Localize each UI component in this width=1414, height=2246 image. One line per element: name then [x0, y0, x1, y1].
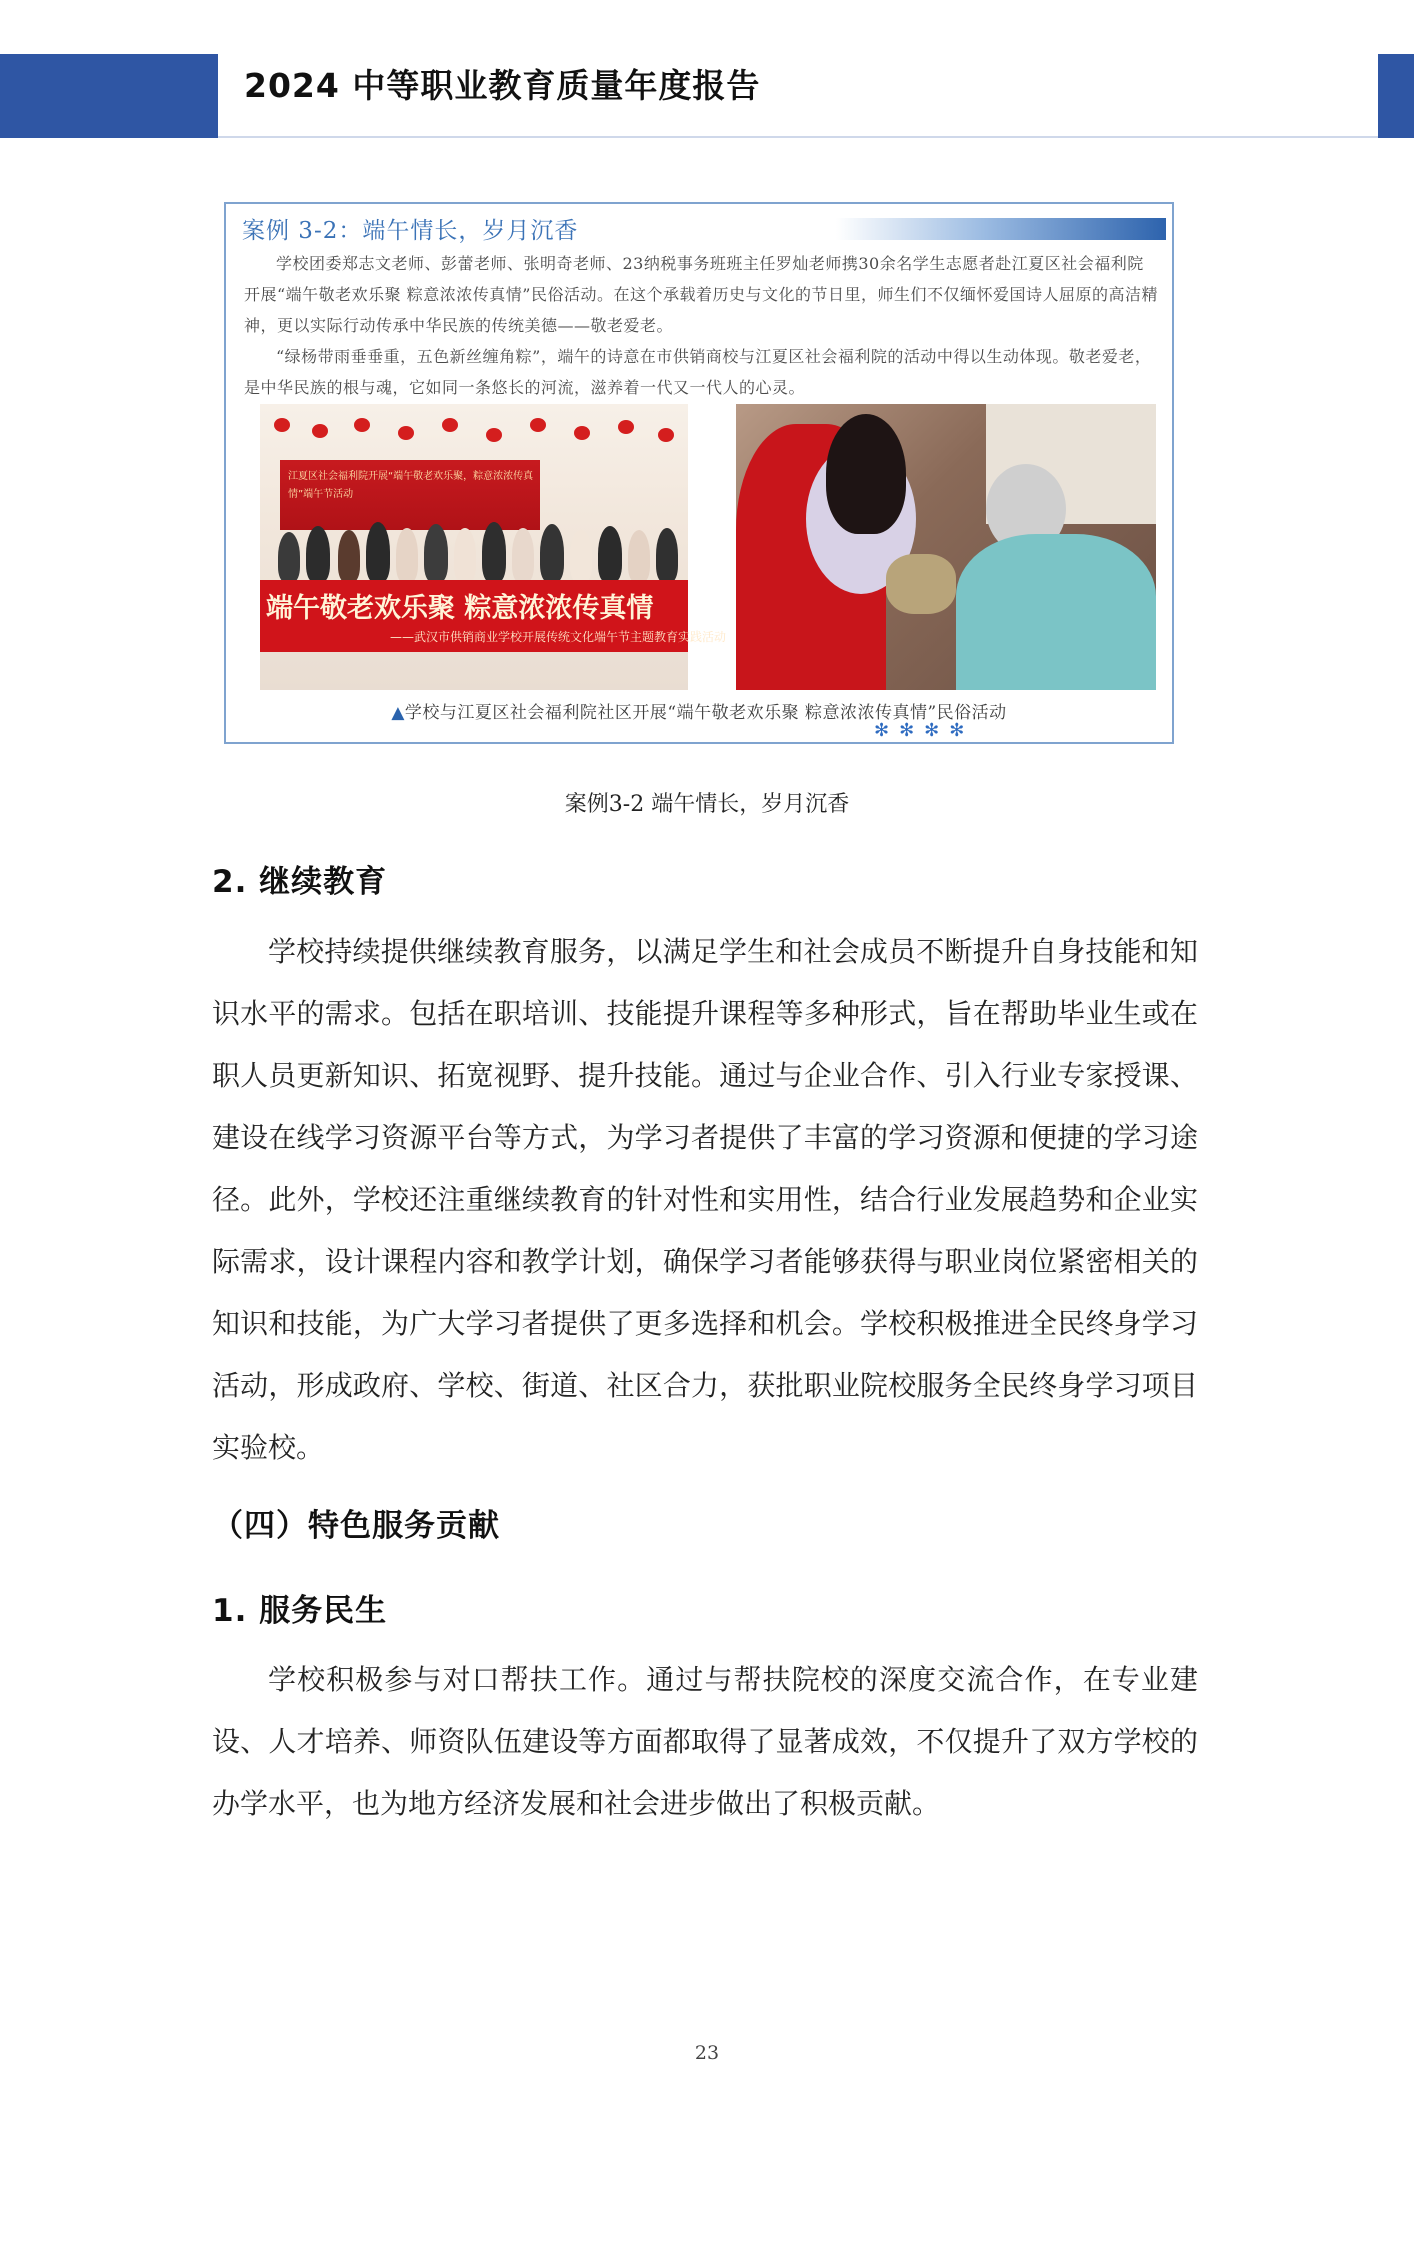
section-paragraph: 学校持续提供继续教育服务，以满足学生和社会成员不断提升自身技能和知识水平的需求。包括在职培训、技能提升课程等多种形式，旨在帮助毕业生或在职人员更新知识、拓宽视野、提升技能。通过与企业合作、引入行业专家授课、建设在线学习资源平台等方式，为学习者提供了丰富的学习资源和便捷的学习途径。此外，学校还注重继续教育的针对性和实用性，结合行业发展趋势和企业实际需求，设计课程内容和教学计划，确保学习者能够获得与职业岗位紧密相关的知识和技能，为广大学习者提供了更多选择和机会。学校积极推进全民终身学习活动，形成政府、学校、街道、社区合力，获批职业院校服务全民终身学习项目实验校。 [212, 935, 1198, 1464]
zongzi-leaves [886, 554, 956, 614]
person [366, 522, 390, 582]
person [396, 528, 418, 582]
event-banner [260, 580, 727, 652]
lantern-icon [442, 418, 458, 432]
section-heading-continuing-education: 2. 继续教育 [212, 864, 388, 900]
section-heading-public-service: 1. 服务民生 [212, 1593, 388, 1629]
case-paragraph: “绿杨带雨垂垂重，五色新丝缠角粽”，端午的诗意在市供销商校与江夏区社会福利院的活动中得以生动体现。敬老爱老，是中华民族的根与魂，它如同一条悠长的河流，滋养着一代又一代人的心灵。 [244, 347, 1152, 397]
person [338, 530, 360, 582]
case-title-gradient-bar [836, 218, 1166, 240]
lantern-icon [530, 418, 546, 432]
person [512, 528, 534, 582]
section-paragraph: 学校积极参与对口帮扶工作。通过与帮扶院校的深度交流合作，在专业建设、人才培养、师资队伍建设等方面都取得了显著成效，不仅提升了双方学校的办学水平，也为地方经济发展和社会进步做出了积极贡献。 [212, 1663, 1198, 1820]
event-board [280, 460, 540, 530]
ornament-icons: ✻✻✻✻ [874, 720, 975, 741]
group-photo [260, 404, 727, 690]
banner-text: 端午敬老欢乐聚 粽意浓浓传真情 [266, 593, 654, 624]
case-text [244, 248, 1158, 403]
report-title: 2024 中等职业教育质量年度报告 [244, 66, 761, 105]
header-band-left [0, 54, 218, 138]
person [306, 526, 330, 582]
elderly-shirt [956, 534, 1156, 690]
person [278, 532, 300, 582]
person [540, 524, 564, 582]
lantern-icon [486, 428, 502, 442]
person [570, 530, 592, 582]
volunteer-activity-photo [736, 404, 1156, 690]
lantern-icon [354, 418, 370, 432]
person [656, 528, 678, 582]
lantern-icon [398, 426, 414, 440]
event-board-text: 江夏区社会福利院开展“端午敬老欢乐聚，粽意浓浓传真情”端午节活动 [288, 471, 534, 500]
section-heading-special-services: （四）特色服务贡献 [212, 1508, 500, 1544]
triangle-marker-icon: ▲ [391, 703, 405, 723]
case-photo-caption [226, 698, 1172, 723]
figure-caption: 案例3-2 端午情长，岁月沉香 [564, 792, 850, 817]
lantern-icon [312, 424, 328, 438]
lantern-icon [274, 418, 290, 432]
case-box [224, 202, 1174, 744]
volunteer-hair [826, 414, 906, 534]
case-photo-caption-text: 学校与江夏区社会福利院社区开展“端午敬老欢乐聚 粽意浓浓传真情”民俗活动 [404, 703, 1007, 723]
header-band-right [1378, 54, 1414, 138]
case-paragraph: 学校团委郑志文老师、彭蕾老师、张明奇老师、23纳税事务班班主任罗灿老师携30余名学生志愿者赴江夏区社会福利院开展“端午敬老欢乐聚 粽意浓浓传真情”民俗活动。在这个承载着历史与文化的节日里，师生们不仅缅怀爱国诗人屈原的高洁精神，更以实际行动传承中华民族的传统美德——敬老爱老。 [244, 254, 1158, 335]
person [482, 522, 506, 582]
page-number: 23 [694, 2042, 720, 2064]
banner-subtext: ——武汉市供销商业学校开展传统文化端午节主题教育实践活动 [390, 630, 727, 644]
lantern-icon [658, 428, 674, 442]
header-rule [218, 136, 1378, 138]
person [598, 526, 622, 582]
person [454, 528, 476, 582]
case-title: 案例 3-2：端午情长，岁月沉香 [242, 218, 579, 244]
person [628, 530, 650, 582]
lantern-icon [618, 420, 634, 434]
person [424, 524, 448, 582]
lantern-icon [574, 426, 590, 440]
